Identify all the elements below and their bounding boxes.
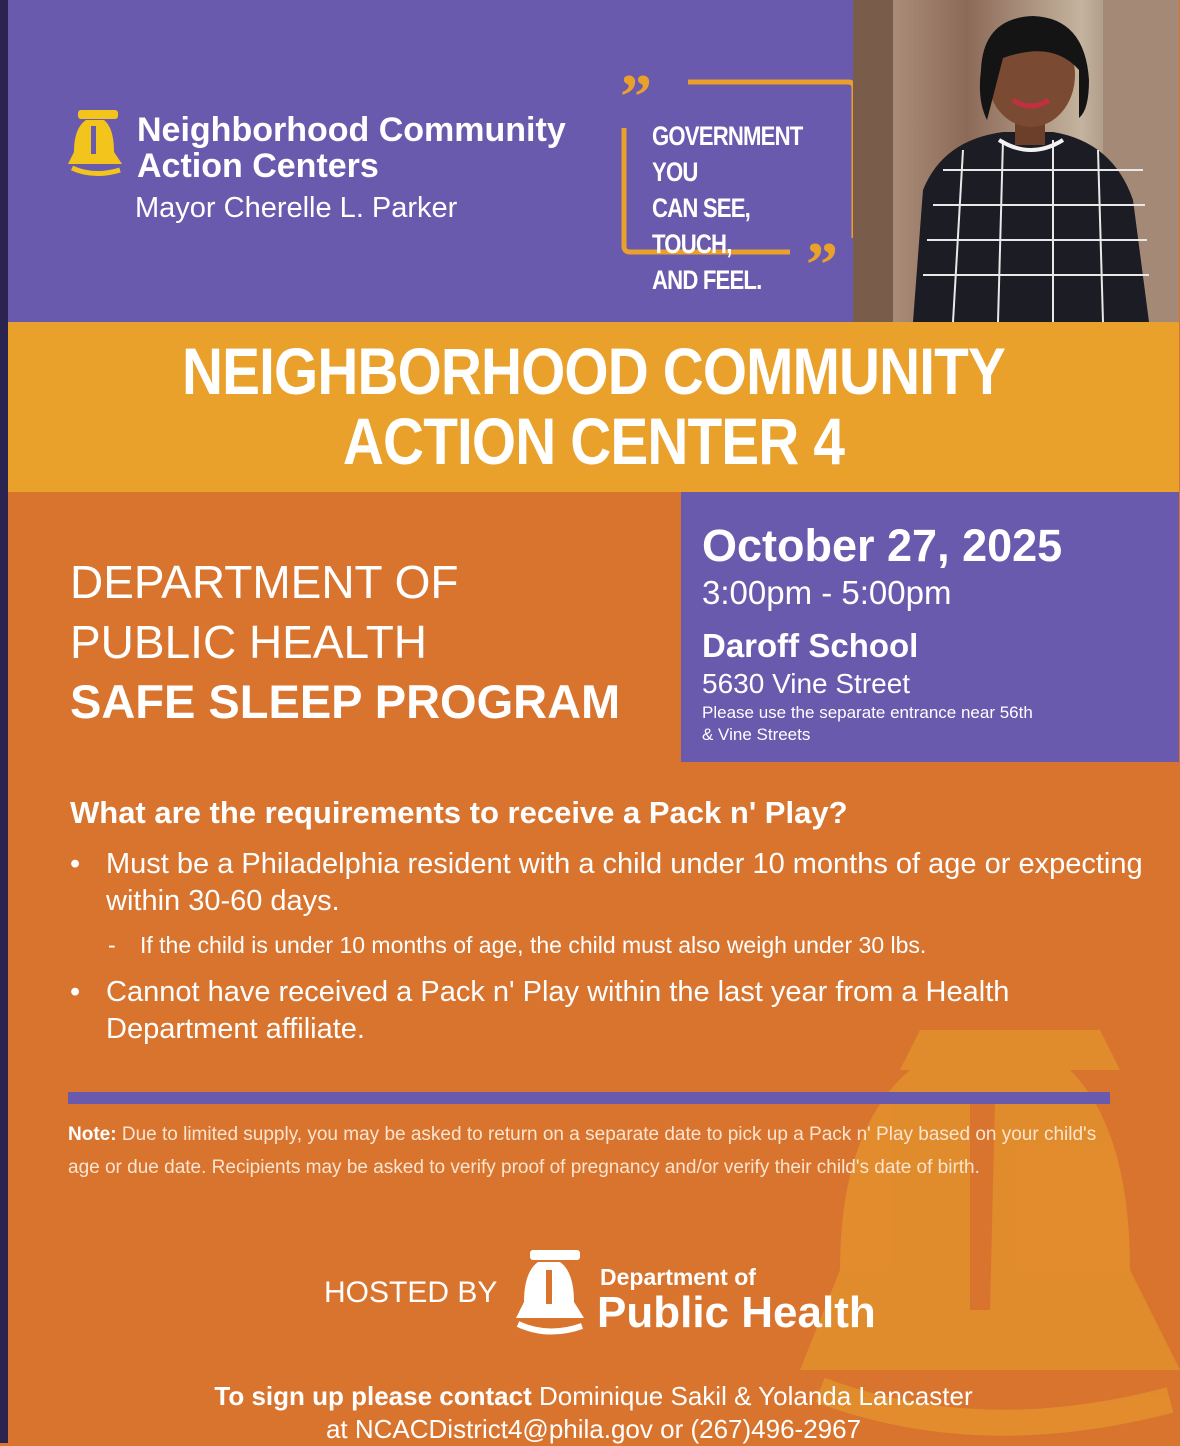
event-date: October 27, 2025: [702, 520, 1063, 571]
center-title: [8, 336, 1179, 476]
contact-line2: at NCACDistrict4@phila.gov or (267)496-2967: [325, 1414, 862, 1444]
org-name-line1: Neighborhood Community: [137, 111, 566, 149]
mayor-photo: [853, 0, 1179, 322]
mayor-portrait-image: [853, 0, 1179, 322]
contact-lead: To sign up please contact: [214, 1381, 532, 1411]
bullet-icon: •: [70, 976, 81, 1008]
event-address: 5630 Vine Street: [702, 668, 911, 699]
dept-label-small: Department of: [600, 1264, 756, 1290]
note: [68, 1118, 1113, 1184]
program-line3: SAFE SLEEP PROGRAM: [70, 675, 621, 728]
liberty-bell-watermark-icon: [800, 1010, 1180, 1443]
note-text: Due to limited supply, you may be asked to return on a separate date to pick up a Pack n' Play based on your child's age or due date. Recipients may be asked to verify proof of pregnancy and/or verify their child's date of birth.: [68, 1124, 1097, 1178]
open-quote-icon: ”: [620, 61, 652, 132]
left-edge: [0, 0, 8, 1443]
liberty-bell-icon: [64, 108, 126, 180]
bullet-icon: •: [70, 848, 81, 880]
requirements-list: [70, 846, 1150, 1058]
org-name: [137, 112, 597, 184]
slogan-line2: CAN SEE, TOUCH,: [652, 193, 751, 259]
slogan: [652, 118, 816, 298]
slogan-line1: GOVERNMENT YOU: [652, 121, 803, 187]
requirement-text: Cannot have received a Pack n' Play within the last year from a Health Department affiliate.: [106, 976, 1010, 1045]
contact-names: Dominique Sakil & Yolanda Lancaster: [538, 1381, 973, 1411]
requirement-subtext: If the child is under 10 months of age, the child must also weigh under 30 lbs.: [140, 932, 927, 958]
mayor-name: Mayor Cherelle L. Parker: [135, 192, 458, 224]
hosted-by-label: HOSTED BY: [324, 1276, 498, 1309]
contact-info: [8, 1380, 1179, 1446]
close-quote-icon: ”: [806, 229, 838, 300]
contact-line1: [8, 1380, 1179, 1413]
list-subitem: [70, 930, 1150, 960]
divider: [68, 1092, 1110, 1104]
program-title: [70, 552, 620, 732]
requirements-heading: What are the requirements to receive a Pack n' Play?: [70, 795, 848, 830]
center-title-line1: NEIGHBORHOOD COMMUNITY: [181, 334, 1005, 408]
program-line2: PUBLIC HEALTH: [70, 616, 428, 668]
list-item: [70, 974, 1150, 1048]
dash-icon: -: [108, 932, 116, 958]
dept-label-big: Public Health: [597, 1288, 876, 1337]
entrance-note: Please use the separate entrance near 56th & Vine Streets: [702, 703, 1033, 744]
note-label: Note:: [68, 1124, 117, 1145]
health-dept-bell-icon: [512, 1248, 588, 1338]
event-time: 3:00pm - 5:00pm: [702, 574, 952, 611]
program-line1: DEPARTMENT OF: [70, 556, 459, 608]
requirement-text: Must be a Philadelphia resident with a child under 10 months of age or expecting within 30-60 days.: [106, 848, 1143, 917]
event-location: Daroff School: [702, 627, 919, 664]
slogan-line3: AND FEEL.: [652, 265, 762, 295]
list-item: [70, 846, 1150, 920]
center-title-line2: ACTION CENTER 4: [342, 404, 845, 478]
org-name-line2: Action Centers: [137, 147, 379, 185]
